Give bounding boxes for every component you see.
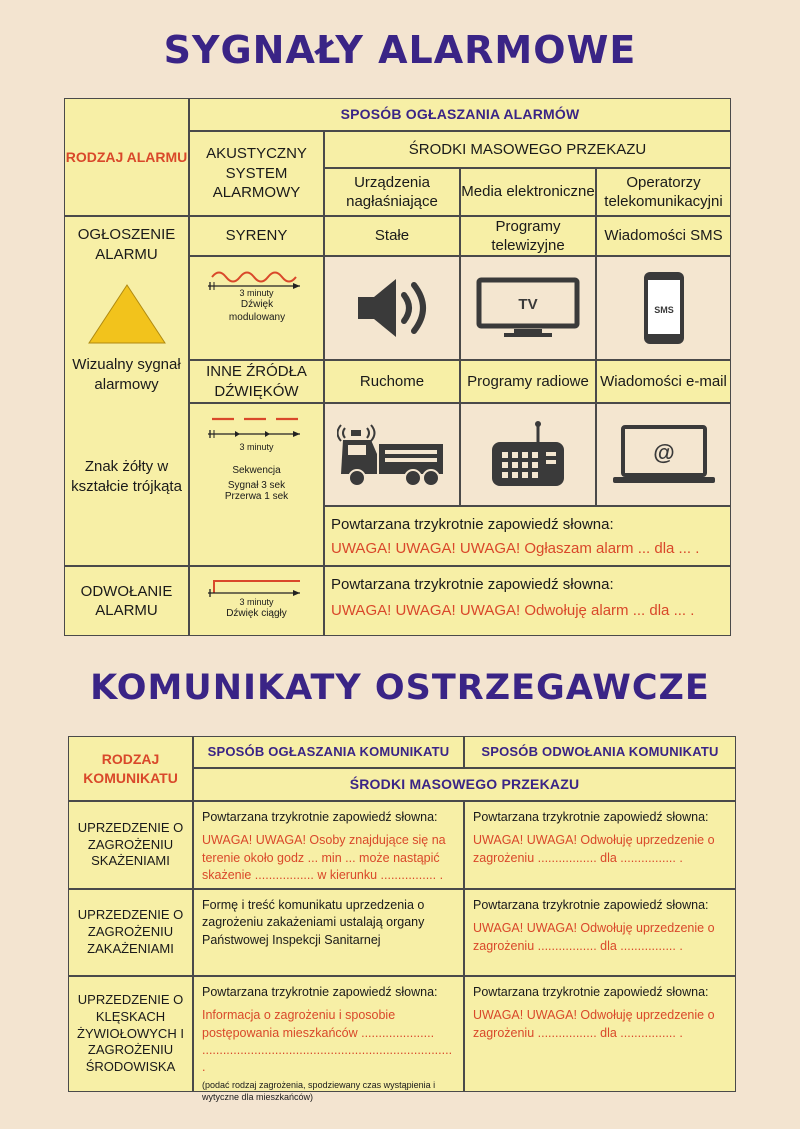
warning-announce-plain: Formę i treść komunikatu uprzedzenia o zagrożeniu zakażeniami ustalają organy Państwowej Inspekcji Sanitarnej bbox=[202, 898, 425, 947]
steady-signal-icon bbox=[204, 573, 304, 599]
yellow-sign-text: Znak żółty w kształcie trójkąta bbox=[71, 458, 182, 495]
seq-desc-2: Przerwa 1 sek bbox=[224, 491, 289, 502]
announce-repeat-intro: Powtarzana trzykrotnie zapowiedź słowna: bbox=[331, 516, 614, 533]
warning-repeat-intro: Powtarzana trzykrotnie zapowiedź słowna: bbox=[473, 810, 709, 824]
warning-row-type: UPRZEDZENIE O ZAGROŻENIU SKAŻENIAMI bbox=[68, 801, 193, 889]
sequence-signal-cell bbox=[189, 403, 324, 566]
seq-desc-1: Sygnał 3 sek bbox=[227, 480, 286, 491]
email-label: Wiadomości e-mail bbox=[596, 360, 731, 403]
warning-announce-note: (podać rodzaj zagrożenia, spodziewany czas wystąpienia i wytyczne dla mieszkańców) bbox=[202, 1080, 436, 1102]
radio-cell bbox=[460, 403, 596, 506]
warning-row-announce bbox=[193, 889, 464, 976]
warning-cancel-message: UWAGA! UWAGA! Odwołuję uprzedzenie o zagrożeniu ................. dla ................ . bbox=[473, 1008, 715, 1040]
acoustic-system-header: AKUSTYCZNY SYSTEM ALARMOWY bbox=[189, 131, 324, 216]
warning-triangle-icon bbox=[87, 283, 167, 345]
warning-repeat-intro: Powtarzana trzykrotnie zapowiedź słowna: bbox=[473, 898, 709, 912]
vehicle-cell bbox=[324, 403, 460, 506]
radio-icon bbox=[488, 420, 568, 490]
alarm-type-header: RODZAJ ALARMU bbox=[64, 98, 189, 216]
sms-icon-text: SMS bbox=[653, 305, 674, 315]
warning-repeat-intro: Powtarzana trzykrotnie zapowiedź słowna: bbox=[202, 810, 438, 824]
media-col-electronic: Media elektroniczne bbox=[460, 168, 596, 216]
warning-cancel-message: UWAGA! UWAGA! Odwołuję uprzedzenie o zagrożeniu ................. dla ................ . bbox=[473, 833, 715, 865]
media-col-telecom: Operatorzy telekomunikacyjni bbox=[596, 168, 731, 216]
mass-media-header: ŚRODKI MASOWEGO PRZEKAZU bbox=[324, 131, 731, 168]
mobile-label: Ruchome bbox=[324, 360, 460, 403]
announce-message: UWAGA! UWAGA! UWAGA! Ogłaszam alarm ... dla ... . bbox=[331, 540, 700, 557]
laptop-cell bbox=[596, 403, 731, 506]
tv-programs-label: Programy telewizyjne bbox=[460, 216, 596, 256]
warning-announce-header: SPOSÓB OGŁASZANIA KOMUNIKATU bbox=[193, 736, 464, 768]
warning-type-header: RODZAJ KOMUNIKATU bbox=[68, 736, 193, 801]
steady-desc: Dźwięk ciągły bbox=[226, 608, 287, 619]
steady-duration: 3 minuty bbox=[239, 597, 274, 607]
warning-row-announce bbox=[193, 976, 464, 1102]
modulated-signal-cell bbox=[189, 256, 324, 360]
warning-row-type: UPRZEDZENIE O KLĘSKACH ŻYWIOŁOWYCH I ZAGROŻENIU ŚRODOWISKA bbox=[68, 976, 193, 1092]
siren-duration: 3 minuty bbox=[239, 288, 274, 298]
warning-row-cancel bbox=[464, 976, 736, 1092]
cancel-repeat-intro: Powtarzana trzykrotnie zapowiedź słowna: bbox=[331, 576, 614, 593]
loudspeaker-cell bbox=[324, 256, 460, 360]
media-col-loudspeakers: Urządzenia nagłaśniające bbox=[324, 168, 460, 216]
sms-label: Wiadomości SMS bbox=[596, 216, 731, 256]
alarm-method-header: SPOSÓB OGŁASZANIA ALARMÓW bbox=[189, 98, 731, 131]
warning-repeat-intro: Powtarzana trzykrotnie zapowiedź słowna: bbox=[473, 985, 709, 999]
warnings-title: KOMUNIKATY OSTRZEGAWCZE bbox=[90, 668, 710, 708]
tv-icon bbox=[476, 277, 580, 339]
tv-cell bbox=[460, 256, 596, 360]
steady-signal-cell bbox=[189, 566, 324, 636]
warning-row-announce bbox=[193, 801, 464, 889]
other-sources-label: INNE ŹRÓDŁA DŹWIĘKÓW bbox=[189, 360, 324, 403]
warning-row-type: UPRZEDZENIE O ZAGROŻENIU ZAKAŻENIAMI bbox=[68, 889, 193, 976]
warning-row-cancel bbox=[464, 801, 736, 889]
siren-desc: Dźwięk modulowany bbox=[228, 299, 286, 323]
cancel-alarm-label: ODWOŁANIE ALARMU bbox=[64, 566, 189, 636]
phone-icon bbox=[642, 270, 686, 346]
loudspeaker-icon bbox=[352, 273, 432, 343]
warning-cancel-header: SPOSÓB ODWOŁANIA KOMUNIKATU bbox=[464, 736, 736, 768]
sequence-signal-icon bbox=[204, 414, 304, 442]
cancel-message-cell bbox=[324, 566, 731, 636]
alarm-signals-title: SYGNAŁY ALARMOWE bbox=[163, 28, 637, 72]
announcement-column bbox=[64, 216, 189, 566]
tv-icon-text: TV bbox=[518, 296, 538, 313]
radio-programs-label: Programy radiowe bbox=[460, 360, 596, 403]
announce-message-cell bbox=[324, 506, 731, 566]
warning-repeat-intro: Powtarzana trzykrotnie zapowiedź słowna: bbox=[202, 985, 438, 999]
seq-duration: 3 minuty bbox=[239, 442, 274, 452]
warning-mass-media-header: ŚRODKI MASOWEGO PRZEKAZU bbox=[193, 768, 736, 801]
warning-cancel-message: UWAGA! UWAGA! Odwołuję uprzedzenie o zagrożeniu ................. dla ................ . bbox=[473, 921, 715, 953]
loudspeaker-vehicle-icon bbox=[337, 420, 447, 490]
laptop-icon bbox=[611, 423, 717, 487]
warning-announce-message: UWAGA! UWAGA! Osoby znajdujące się na terenie około godz ... min ... może nastąpić skażenie ................. w kierunku ................ . bbox=[202, 833, 446, 882]
warning-row-cancel bbox=[464, 889, 736, 976]
fixed-label: Stałe bbox=[324, 216, 460, 256]
warning-announce-message: Informacja o zagrożeniu i sposobie postępowania mieszkańców ..................... ........................................................................ . bbox=[202, 1008, 453, 1074]
email-icon-text: @ bbox=[652, 439, 675, 465]
seq-title: Sekwencja bbox=[232, 465, 281, 476]
phone-cell bbox=[596, 256, 731, 360]
cancel-message: UWAGA! UWAGA! UWAGA! Odwołuję alarm ... dla ... . bbox=[331, 602, 695, 619]
sirens-label: SYRENY bbox=[189, 216, 324, 256]
announcement-label: OGŁOSZENIE ALARMU bbox=[77, 226, 176, 263]
visual-signal-text: Wizualny sygnał alarmowy bbox=[72, 356, 181, 393]
